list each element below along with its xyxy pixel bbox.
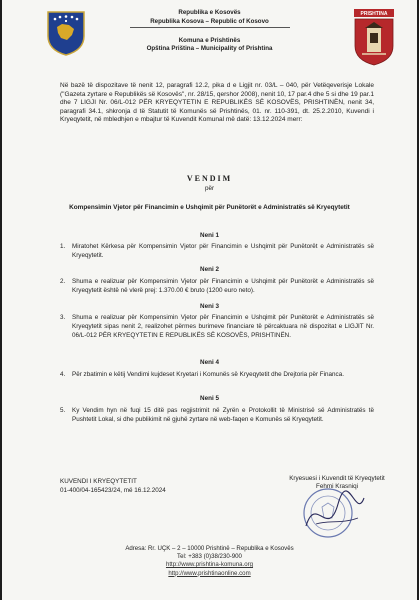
document-title: VENDIM [186, 174, 233, 183]
document-page [2, 0, 417, 600]
footer-phone: Tel: +383 (0)38/230-900 [177, 553, 242, 561]
article-4-text: Për zbatimin e këtij Vendimi kujdeset Kryetari i Komunës së Kryeqytetit dhe Drejtoria për Financa. [72, 371, 344, 378]
municipality-name-albanian: Komuna e Prishtinës [178, 36, 241, 44]
article-5-text: Ky Vendim hyn në fuqi 15 ditë pas regjistrimit në Zyrën e Protokollit të Ministrisë së Administratës të Pushtetit Lokal, si dhe publikimit në gjuhë zyrtare në web-faqen e Komunës së Kryeqytetit. [72, 407, 374, 423]
footer [2, 545, 417, 578]
municipality-name-multilingual: Opština Priština – Municipality of Prishtina [146, 45, 273, 53]
article-2-heading: Neni 2 [200, 266, 219, 273]
official-stamp-icon [298, 480, 368, 546]
country-name-albanian: Republika e Kosovës [178, 9, 241, 16]
article-1 [60, 243, 374, 261]
article-4 [60, 371, 374, 380]
country-name-multilingual: Republika Kosova – Republic of Kosovo [130, 18, 290, 28]
article-3-heading: Neni 3 [200, 303, 219, 310]
article-5-heading: Neni 5 [200, 395, 219, 402]
footer-link-municipality[interactable]: http://www.prishtina-komuna.org [165, 561, 254, 569]
article-4-heading: Neni 4 [200, 359, 219, 366]
issuing-body [60, 478, 230, 495]
prishtina-emblem-icon [353, 8, 395, 66]
letterhead [2, 0, 417, 70]
footer-link-online[interactable]: http://www.prishtinaonline.com [168, 569, 251, 577]
article-1-number: 1. [60, 243, 66, 250]
article-5 [60, 407, 374, 425]
signatory-name: Fehmi Krasniqi [316, 483, 358, 491]
assembly-name: KUVENDI I KRYEQYTETIT [60, 478, 137, 485]
article-4-number: 4. [60, 371, 66, 378]
article-2-text: Shuma e realizuar për Kompensimin Vjetor për Financimin e Ushqimit për Punëtorët e Administratës së Kryeqytetit është në vlerë prej: 1.370.00 € bruto (1200 euro neto). [72, 278, 374, 294]
article-1-text: Miratohet Kërkesa për Kompensimin Vjetor për Financimin e Ushqimit për Punëtorët e Administratës së Kryeqytetit. [72, 243, 374, 259]
article-2 [60, 278, 374, 296]
svg-text:PRISHTINA: PRISHTINA [360, 11, 388, 17]
letterhead-text [112, 9, 307, 54]
kosovo-coat-of-arms-icon [45, 10, 87, 56]
decision-reference: 01-400/04-165423/24, më 16.12.2024 [60, 486, 166, 494]
article-3-number: 3. [60, 314, 66, 321]
article-5-number: 5. [60, 407, 66, 414]
preamble-paragraph: Në bazë të dispozitave të nenit 12, paragrafi 12.2, pika d e Ligjit nr. 03/L – 040, për Vetëqeverisje Lokale ("Gazeta zyrtare e Republikës së Kosovës", nr. 28/15, qershor 2008), nenit 10, 17 par.4 dhe 5 si dhe 19 par.1 dhe 7 LIGJI Nr. 06/L-012 PËR KRYEQYTETIN E REPUBLIKËS SË KOSOVËS, PRISHTINËN, nenit 34, paragrafi 34.1, shkronja d të Statutit të Komunës së Prishtinës, 01. nr. 110-391, dt. 25.2.2010, Kuvendi i Kryeqytetit, në mbledhjen e mbajtur të Kuvendit Komunal më datë: 13.12.2024 merr: [60, 82, 374, 124]
document-subject: Kompensimin Vjetor për Financimin e Ushqimit për Punëtorët e Administratës së Kryeqytetit [69, 204, 350, 211]
article-3-text: Shuma e realizuar për Kompensimin Vjetor për Financimin e Ushqimit për Punëtorët e Administratës së Kryeqytetit sipas nenit 2, realizohet përmes burimeve financiare të përcaktuara në dispozitat e LIGJIT Nr. 06/L-012 PËR KRYEQYTETIN E REPUBLIKËS SË KOSOVËS, PRISHTINËN. [72, 314, 374, 339]
signatory-role: Kryesuesi i Kuvendit të Kryeqytetit [289, 475, 385, 482]
article-1-heading: Neni 1 [200, 232, 219, 239]
article-2-number: 2. [60, 278, 66, 285]
title-connector: për [204, 185, 215, 192]
footer-address: Adresa: Rr. UÇK – 2 – 10000 Prishtinë – Republika e Kosovës [125, 545, 294, 552]
article-3 [60, 314, 374, 340]
